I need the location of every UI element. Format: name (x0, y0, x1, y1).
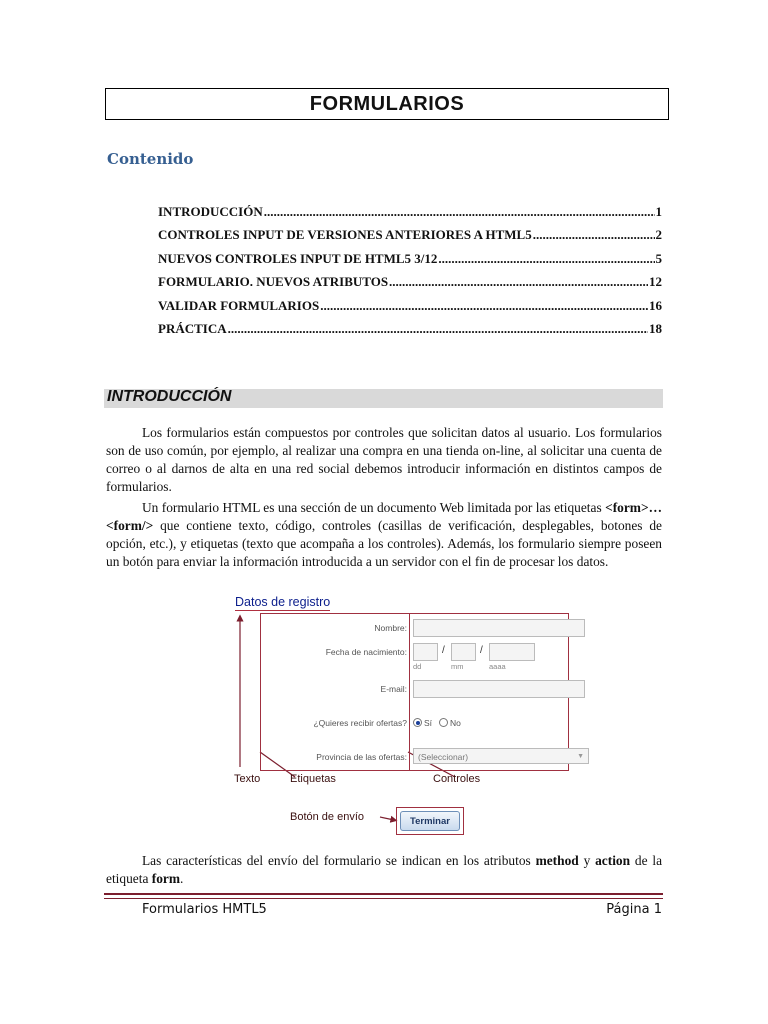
document-title: FORMULARIOS (105, 88, 669, 120)
paragraph-attributes (106, 852, 662, 888)
figure-heading: Datos de registro (235, 595, 331, 609)
toc-entry-page: 12 (649, 274, 662, 290)
paragraph-text: Un formulario HTML es una sección de un documento Web limitada por las etiquetas (142, 500, 602, 515)
toc-entry[interactable] (158, 204, 662, 227)
provincia-select-value: (Seleccionar) (418, 752, 469, 762)
ofertas-label: ¿Quieres recibir ofertas? (313, 718, 407, 728)
boton-envio-arrow (380, 817, 394, 820)
toc-entry[interactable] (158, 321, 662, 344)
toc-entry-page: 1 (655, 204, 662, 219)
toc-entry-label: INTRODUCCIÓN (158, 204, 263, 219)
nombre-input[interactable] (413, 619, 585, 637)
toc-entry-page: 5 (655, 250, 662, 266)
toc-leader-dots (438, 251, 654, 267)
paragraph-text: . (180, 871, 184, 886)
boton-envio-annotation: Botón de envío (290, 811, 365, 823)
toc-leader-dots (533, 227, 655, 243)
controls-divider (409, 614, 410, 770)
fecha-label: Fecha de nacimiento: (325, 647, 407, 657)
section-heading: INTRODUCCIÓN (107, 388, 232, 405)
footer-rule (104, 898, 663, 899)
email-label: E-mail: (380, 684, 407, 694)
year-hint: aaaa (489, 662, 506, 671)
email-input[interactable] (413, 680, 585, 698)
day-hint: dd (413, 662, 422, 671)
toc-entry-page: 2 (655, 227, 662, 243)
form-tags-inline-code: <form>…<form/> (106, 500, 662, 533)
form-example-box (260, 613, 584, 771)
form-keyword: form (151, 871, 181, 886)
day-input[interactable] (413, 643, 438, 661)
texto-annotation: Texto (234, 773, 261, 785)
paragraph-text: y (583, 853, 591, 868)
chevron-down-icon: ▼ (577, 753, 584, 760)
nombre-label: Nombre: (374, 623, 407, 633)
toc-entry-label: PRÁCTICA (158, 320, 227, 336)
action-keyword: action (595, 853, 631, 868)
date-separator: / (442, 645, 445, 656)
submit-button-frame (396, 807, 464, 835)
paragraph-text: de la etiqueta (106, 853, 663, 886)
radio-si-label: Sí (424, 718, 433, 728)
paragraph-text: Las características del envío del formulario se indican en los atributos (142, 853, 531, 868)
terminar-button[interactable]: Terminar (400, 811, 460, 831)
toc-entry-label: CONTROLES INPUT DE VERSIONES ANTERIORES A HTML5 (158, 227, 532, 243)
toc-leader-dots (228, 321, 648, 337)
paragraph-text: que contiene texto, código, controles (casillas de verificación, desplegables, botones de opción, etc.), y etiquetas (texto que acompaña a los controles). Además, los formulario siempre poseen un botón para enviar la información introducida a un servidor con el fin de procesar los datos. (106, 518, 662, 569)
toc-leader-dots (264, 204, 655, 220)
year-input[interactable] (489, 643, 535, 661)
form-example-figure (230, 592, 584, 842)
toc-entry-page: 18 (649, 320, 662, 336)
radio-si[interactable] (413, 718, 422, 727)
radio-no[interactable] (439, 718, 448, 727)
radio-no-label: No (450, 718, 461, 728)
toc-entry-label: NUEVOS CONTROLES INPUT DE HTML5 3/12 (158, 250, 438, 266)
toc-entry[interactable] (158, 227, 662, 250)
paragraph-intro: Los formularios están compuestos por controles que solicitan datos al usuario. Los formularios son de uso común, por ejemplo, al realizar una compra en una tienda on-line, al solicitar una cuenta de correo o al darnos de alta en una red social debemos introducir información en distintos campos de formularios. (106, 425, 662, 494)
provincia-select[interactable] (413, 748, 589, 764)
toc-entry[interactable] (158, 251, 662, 274)
table-of-contents (158, 204, 662, 344)
provincia-label: Provincia de las ofertas: (316, 752, 407, 762)
paragraph-form-definition (106, 499, 662, 571)
toc-entry-label: VALIDAR FORMULARIOS (158, 297, 320, 313)
toc-entry-label: FORMULARIO. NUEVOS ATRIBUTOS (158, 274, 389, 290)
month-input[interactable] (451, 643, 476, 661)
toc-entry[interactable] (158, 274, 662, 297)
footer-page-number: Página 1 (606, 902, 662, 917)
footer-rule (104, 893, 663, 895)
toc-entry[interactable] (158, 298, 662, 321)
contents-heading: Contenido (107, 150, 194, 168)
date-separator: / (480, 645, 483, 656)
method-keyword: method (535, 853, 579, 868)
toc-leader-dots (389, 274, 648, 290)
controles-annotation: Controles (433, 773, 481, 785)
toc-leader-dots (320, 298, 648, 314)
month-hint: mm (451, 662, 464, 671)
footer-document-name: Formularios HMTL5 (142, 902, 267, 917)
toc-entry-page: 16 (649, 297, 662, 313)
etiquetas-annotation: Etiquetas (290, 773, 336, 785)
